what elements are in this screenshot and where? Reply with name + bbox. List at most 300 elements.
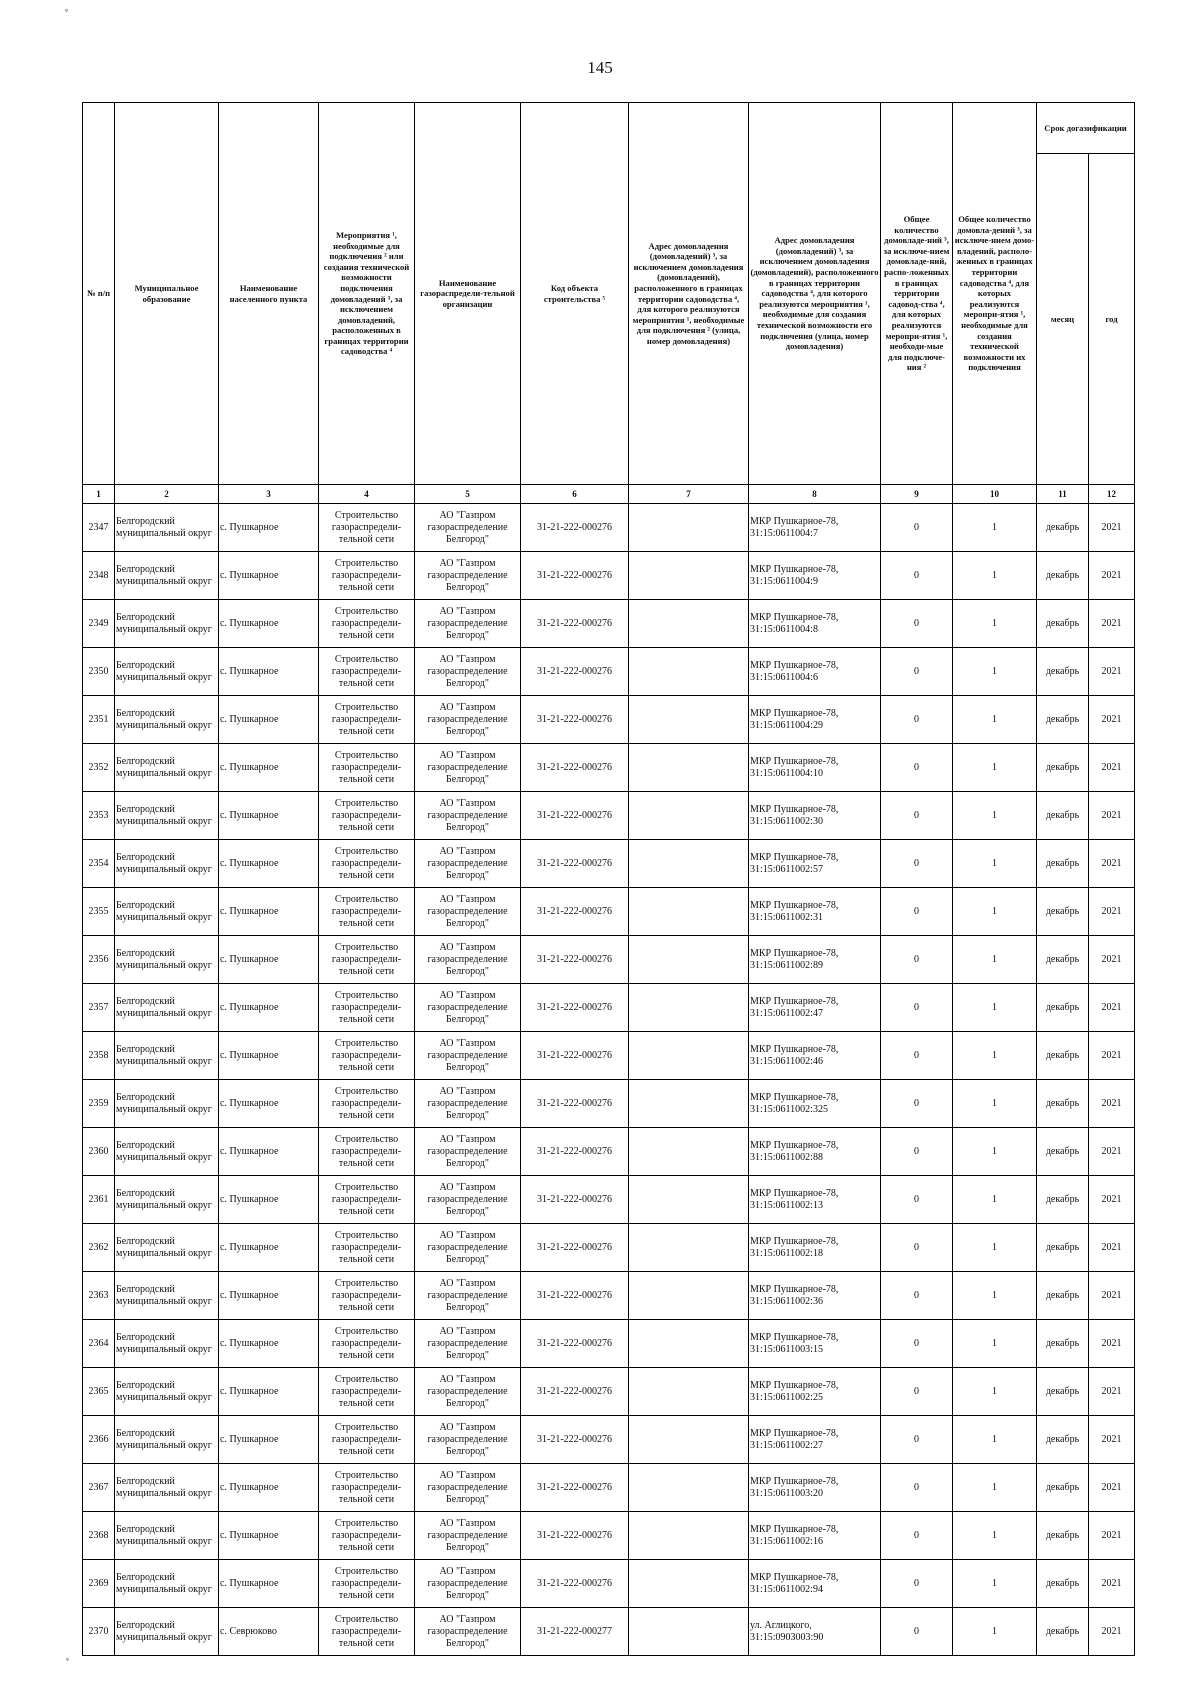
year-cell: 2021	[1089, 1224, 1135, 1272]
count-connect-cell: 0	[881, 1512, 953, 1560]
table-row	[83, 936, 1135, 984]
object-code-cell: 31-21-222-000276	[521, 1032, 629, 1080]
count-connect-cell: 0	[881, 600, 953, 648]
month-cell: декабрь	[1037, 1080, 1089, 1128]
count-tech-cell: 1	[953, 888, 1037, 936]
gas-org-cell: АО "Газпром газораспределение Белгород"	[415, 552, 521, 600]
table-row	[83, 1080, 1135, 1128]
month-cell: декабрь	[1037, 696, 1089, 744]
header-gas-org: Наименование газораспредели-тельной организации	[415, 103, 521, 485]
address-tech-cell: МКР Пушкарное-78, 31:15:0611002:30	[749, 792, 881, 840]
address-tech-cell: МКР Пушкарное-78, 31:15:0611004:8	[749, 600, 881, 648]
settlement-cell: с. Пушкарное	[219, 504, 319, 552]
count-tech-cell: 1	[953, 1560, 1037, 1608]
year-cell: 2021	[1089, 648, 1135, 696]
settlement-cell: с. Пушкарное	[219, 888, 319, 936]
header-settlement: Наименование населенного пункта	[219, 103, 319, 485]
month-cell: декабрь	[1037, 1224, 1089, 1272]
settlement-cell: с. Пушкарное	[219, 600, 319, 648]
year-cell: 2021	[1089, 600, 1135, 648]
count-tech-cell: 1	[953, 696, 1037, 744]
month-cell: декабрь	[1037, 744, 1089, 792]
municipality-cell: Белгородский муниципальный округ	[115, 1608, 219, 1656]
measure-cell: Строительство газораспредели-тельной сети	[319, 888, 415, 936]
municipality-cell: Белгородский муниципальный округ	[115, 1512, 219, 1560]
table-row	[83, 840, 1135, 888]
column-number: 2	[115, 485, 219, 504]
month-cell: декабрь	[1037, 1320, 1089, 1368]
count-tech-cell: 1	[953, 1464, 1037, 1512]
table-row	[83, 1272, 1135, 1320]
municipality-cell: Белгородский муниципальный округ	[115, 648, 219, 696]
count-connect-cell: 0	[881, 840, 953, 888]
address-connect-cell	[629, 504, 749, 552]
count-tech-cell: 1	[953, 552, 1037, 600]
table-row	[83, 1128, 1135, 1176]
measure-cell: Строительство газораспредели-тельной сети	[319, 1512, 415, 1560]
scan-mark: ᵠ	[66, 1655, 70, 1665]
object-code-cell: 31-21-222-000276	[521, 1464, 629, 1512]
month-cell: декабрь	[1037, 1560, 1089, 1608]
month-cell: декабрь	[1037, 1416, 1089, 1464]
address-connect-cell	[629, 1032, 749, 1080]
year-cell: 2021	[1089, 1176, 1135, 1224]
header-year: год	[1089, 154, 1135, 485]
measure-cell: Строительство газораспредели-тельной сети	[319, 1176, 415, 1224]
table-row	[83, 600, 1135, 648]
measure-cell: Строительство газораспредели-тельной сети	[319, 1368, 415, 1416]
table-row	[83, 1176, 1135, 1224]
settlement-cell: с. Пушкарное	[219, 1080, 319, 1128]
municipality-cell: Белгородский муниципальный округ	[115, 1368, 219, 1416]
year-cell: 2021	[1089, 792, 1135, 840]
row-number: 2369	[83, 1560, 115, 1608]
object-code-cell: 31-21-222-000276	[521, 696, 629, 744]
settlement-cell: с. Пушкарное	[219, 1464, 319, 1512]
count-tech-cell: 1	[953, 600, 1037, 648]
count-connect-cell: 0	[881, 1320, 953, 1368]
settlement-cell: с. Пушкарное	[219, 984, 319, 1032]
gas-org-cell: АО "Газпром газораспределение Белгород"	[415, 1224, 521, 1272]
settlement-cell: с. Пушкарное	[219, 1128, 319, 1176]
count-connect-cell: 0	[881, 888, 953, 936]
header-deadline: Срок догазификации	[1037, 103, 1135, 154]
gas-org-cell: АО "Газпром газораспределение Белгород"	[415, 1320, 521, 1368]
address-tech-cell: МКР Пушкарное-78, 31:15:0611002:89	[749, 936, 881, 984]
count-connect-cell: 0	[881, 1608, 953, 1656]
gas-org-cell: АО "Газпром газораспределение Белгород"	[415, 1176, 521, 1224]
gas-org-cell: АО "Газпром газораспределение Белгород"	[415, 1416, 521, 1464]
count-tech-cell: 1	[953, 840, 1037, 888]
count-tech-cell: 1	[953, 1512, 1037, 1560]
address-tech-cell: МКР Пушкарное-78, 31:15:0611002:16	[749, 1512, 881, 1560]
settlement-cell: с. Севрюково	[219, 1608, 319, 1656]
municipality-cell: Белгородский муниципальный округ	[115, 744, 219, 792]
object-code-cell: 31-21-222-000276	[521, 1368, 629, 1416]
row-number: 2370	[83, 1608, 115, 1656]
measure-cell: Строительство газораспредели-тельной сети	[319, 696, 415, 744]
column-number: 1	[83, 485, 115, 504]
object-code-cell: 31-21-222-000276	[521, 600, 629, 648]
settlement-cell: с. Пушкарное	[219, 552, 319, 600]
count-connect-cell: 0	[881, 1416, 953, 1464]
settlement-cell: с. Пушкарное	[219, 1416, 319, 1464]
measure-cell: Строительство газораспредели-тельной сети	[319, 1320, 415, 1368]
settlement-cell: с. Пушкарное	[219, 1320, 319, 1368]
month-cell: декабрь	[1037, 1032, 1089, 1080]
address-tech-cell: МКР Пушкарное-78, 31:15:0611004:9	[749, 552, 881, 600]
address-connect-cell	[629, 1320, 749, 1368]
month-cell: декабрь	[1037, 1368, 1089, 1416]
address-tech-cell: МКР Пушкарное-78, 31:15:0611002:27	[749, 1416, 881, 1464]
municipality-cell: Белгородский муниципальный округ	[115, 504, 219, 552]
count-connect-cell: 0	[881, 504, 953, 552]
address-connect-cell	[629, 1224, 749, 1272]
measure-cell: Строительство газораспредели-тельной сети	[319, 1560, 415, 1608]
year-cell: 2021	[1089, 1560, 1135, 1608]
row-number: 2352	[83, 744, 115, 792]
municipality-cell: Белгородский муниципальный округ	[115, 1176, 219, 1224]
table-row	[83, 552, 1135, 600]
month-cell: декабрь	[1037, 1128, 1089, 1176]
count-tech-cell: 1	[953, 648, 1037, 696]
municipality-cell: Белгородский муниципальный округ	[115, 552, 219, 600]
address-connect-cell	[629, 1464, 749, 1512]
count-tech-cell: 1	[953, 1080, 1037, 1128]
object-code-cell: 31-21-222-000276	[521, 1176, 629, 1224]
count-connect-cell: 0	[881, 1464, 953, 1512]
count-tech-cell: 1	[953, 936, 1037, 984]
settlement-cell: с. Пушкарное	[219, 1560, 319, 1608]
table-row	[83, 504, 1135, 552]
object-code-cell: 31-21-222-000276	[521, 1128, 629, 1176]
object-code-cell: 31-21-222-000276	[521, 1416, 629, 1464]
count-connect-cell: 0	[881, 1176, 953, 1224]
column-number: 6	[521, 485, 629, 504]
settlement-cell: с. Пушкарное	[219, 1224, 319, 1272]
column-number: 4	[319, 485, 415, 504]
measure-cell: Строительство газораспредели-тельной сети	[319, 1464, 415, 1512]
address-tech-cell: МКР Пушкарное-78, 31:15:0611004:10	[749, 744, 881, 792]
count-tech-cell: 1	[953, 1272, 1037, 1320]
table-row	[83, 1032, 1135, 1080]
row-number: 2357	[83, 984, 115, 1032]
municipality-cell: Белгородский муниципальный округ	[115, 1128, 219, 1176]
municipality-cell: Белгородский муниципальный округ	[115, 888, 219, 936]
gas-org-cell: АО "Газпром газораспределение Белгород"	[415, 1560, 521, 1608]
object-code-cell: 31-21-222-000276	[521, 792, 629, 840]
municipality-cell: Белгородский муниципальный округ	[115, 1080, 219, 1128]
count-connect-cell: 0	[881, 1080, 953, 1128]
table-row	[83, 1368, 1135, 1416]
header-measures: Мероприятия ¹, необходимые для подключения ² или создания технической возможности подключения домовладений ³, за исключением домовладений, расположенных в границах территории садоводства ⁴	[319, 103, 415, 485]
column-number: 8	[749, 485, 881, 504]
count-tech-cell: 1	[953, 1416, 1037, 1464]
object-code-cell: 31-21-222-000276	[521, 1560, 629, 1608]
address-tech-cell: МКР Пушкарное-78, 31:15:0611002:88	[749, 1128, 881, 1176]
row-number: 2368	[83, 1512, 115, 1560]
header-address-connect: Адрес домовладения (домовладений) ³, за исключением домовладения (домовладений), расположенного в границах территории садоводства ⁴, для которого реализуются мероприятия ¹, необходимые для подключения ² (улица, номер домовладения)	[629, 103, 749, 485]
count-tech-cell: 1	[953, 1176, 1037, 1224]
address-connect-cell	[629, 888, 749, 936]
object-code-cell: 31-21-222-000276	[521, 648, 629, 696]
row-number: 2355	[83, 888, 115, 936]
object-code-cell: 31-21-222-000277	[521, 1608, 629, 1656]
address-connect-cell	[629, 1272, 749, 1320]
municipality-cell: Белгородский муниципальный округ	[115, 936, 219, 984]
gas-org-cell: АО "Газпром газораспределение Белгород"	[415, 600, 521, 648]
gas-org-cell: АО "Газпром газораспределение Белгород"	[415, 936, 521, 984]
month-cell: декабрь	[1037, 1512, 1089, 1560]
month-cell: декабрь	[1037, 936, 1089, 984]
gas-org-cell: АО "Газпром газораспределение Белгород"	[415, 840, 521, 888]
month-cell: декабрь	[1037, 1464, 1089, 1512]
gas-org-cell: АО "Газпром газораспределение Белгород"	[415, 696, 521, 744]
column-number: 10	[953, 485, 1037, 504]
gas-org-cell: АО "Газпром газораспределение Белгород"	[415, 792, 521, 840]
gas-org-cell: АО "Газпром газораспределение Белгород"	[415, 1272, 521, 1320]
settlement-cell: с. Пушкарное	[219, 1272, 319, 1320]
year-cell: 2021	[1089, 936, 1135, 984]
year-cell: 2021	[1089, 1368, 1135, 1416]
month-cell: декабрь	[1037, 888, 1089, 936]
gas-org-cell: АО "Газпром газораспределение Белгород"	[415, 1032, 521, 1080]
count-tech-cell: 1	[953, 1032, 1037, 1080]
count-tech-cell: 1	[953, 1608, 1037, 1656]
gas-org-cell: АО "Газпром газораспределение Белгород"	[415, 1608, 521, 1656]
year-cell: 2021	[1089, 552, 1135, 600]
settlement-cell: с. Пушкарное	[219, 1368, 319, 1416]
row-number: 2361	[83, 1176, 115, 1224]
address-tech-cell: МКР Пушкарное-78, 31:15:0611002:57	[749, 840, 881, 888]
gas-org-cell: АО "Газпром газораспределение Белгород"	[415, 504, 521, 552]
year-cell: 2021	[1089, 840, 1135, 888]
row-number: 2351	[83, 696, 115, 744]
gas-org-cell: АО "Газпром газораспределение Белгород"	[415, 1368, 521, 1416]
month-cell: декабрь	[1037, 504, 1089, 552]
count-connect-cell: 0	[881, 1560, 953, 1608]
month-cell: декабрь	[1037, 840, 1089, 888]
year-cell: 2021	[1089, 1032, 1135, 1080]
gas-org-cell: АО "Газпром газораспределение Белгород"	[415, 984, 521, 1032]
year-cell: 2021	[1089, 504, 1135, 552]
count-connect-cell: 0	[881, 1224, 953, 1272]
measure-cell: Строительство газораспредели-тельной сети	[319, 504, 415, 552]
address-connect-cell	[629, 1368, 749, 1416]
count-connect-cell: 0	[881, 1032, 953, 1080]
count-connect-cell: 0	[881, 1128, 953, 1176]
header-month: месяц	[1037, 154, 1089, 485]
address-tech-cell: МКР Пушкарное-78, 31:15:0611004:29	[749, 696, 881, 744]
month-cell: декабрь	[1037, 1272, 1089, 1320]
object-code-cell: 31-21-222-000276	[521, 984, 629, 1032]
table-row	[83, 1416, 1135, 1464]
address-connect-cell	[629, 648, 749, 696]
table-row	[83, 888, 1135, 936]
header-address-tech: Адрес домовладения (домовладений) ³, за исключением домовладения (домовладений), расположенного в границах территории садоводства ⁴, для которого реализуются мероприятия ¹, необходимые для создания технической возможности его подключения (улица, номер домовладения)	[749, 103, 881, 485]
scan-mark: ᵠ	[65, 6, 69, 16]
row-number: 2366	[83, 1416, 115, 1464]
row-number: 2362	[83, 1224, 115, 1272]
header-num: № п/п	[83, 103, 115, 485]
address-connect-cell	[629, 1176, 749, 1224]
municipality-cell: Белгородский муниципальный округ	[115, 792, 219, 840]
row-number: 2350	[83, 648, 115, 696]
column-number: 12	[1089, 485, 1135, 504]
address-tech-cell: МКР Пушкарное-78, 31:15:0611002:94	[749, 1560, 881, 1608]
address-tech-cell: МКР Пушкарное-78, 31:15:0611002:46	[749, 1032, 881, 1080]
count-tech-cell: 1	[953, 504, 1037, 552]
gas-org-cell: АО "Газпром газораспределение Белгород"	[415, 1128, 521, 1176]
measure-cell: Строительство газораспредели-тельной сети	[319, 840, 415, 888]
measure-cell: Строительство газораспредели-тельной сети	[319, 1608, 415, 1656]
row-number: 2363	[83, 1272, 115, 1320]
row-number: 2356	[83, 936, 115, 984]
municipality-cell: Белгородский муниципальный округ	[115, 1272, 219, 1320]
municipality-cell: Белгородский муниципальный округ	[115, 1224, 219, 1272]
table-header	[83, 103, 1135, 504]
table-body	[83, 504, 1135, 1656]
table-row	[83, 1560, 1135, 1608]
municipality-cell: Белгородский муниципальный округ	[115, 984, 219, 1032]
municipality-cell: Белгородский муниципальный округ	[115, 840, 219, 888]
month-cell: декабрь	[1037, 1176, 1089, 1224]
address-connect-cell	[629, 792, 749, 840]
month-cell: декабрь	[1037, 984, 1089, 1032]
row-number: 2354	[83, 840, 115, 888]
gas-org-cell: АО "Газпром газораспределение Белгород"	[415, 888, 521, 936]
municipality-cell: Белгородский муниципальный округ	[115, 1032, 219, 1080]
address-tech-cell: МКР Пушкарное-78, 31:15:0611003:20	[749, 1464, 881, 1512]
settlement-cell: с. Пушкарное	[219, 744, 319, 792]
count-connect-cell: 0	[881, 936, 953, 984]
year-cell: 2021	[1089, 1080, 1135, 1128]
count-tech-cell: 1	[953, 984, 1037, 1032]
count-tech-cell: 1	[953, 1368, 1037, 1416]
object-code-cell: 31-21-222-000276	[521, 1512, 629, 1560]
municipality-cell: Белгородский муниципальный округ	[115, 1464, 219, 1512]
measure-cell: Строительство газораспредели-тельной сети	[319, 1128, 415, 1176]
row-number: 2360	[83, 1128, 115, 1176]
month-cell: декабрь	[1037, 792, 1089, 840]
year-cell: 2021	[1089, 888, 1135, 936]
address-connect-cell	[629, 600, 749, 648]
address-connect-cell	[629, 1080, 749, 1128]
row-number: 2364	[83, 1320, 115, 1368]
year-cell: 2021	[1089, 696, 1135, 744]
municipality-cell: Белгородский муниципальный округ	[115, 600, 219, 648]
month-cell: декабрь	[1037, 600, 1089, 648]
year-cell: 2021	[1089, 984, 1135, 1032]
object-code-cell: 31-21-222-000276	[521, 840, 629, 888]
address-tech-cell: МКР Пушкарное-78, 31:15:0611004:7	[749, 504, 881, 552]
row-number: 2348	[83, 552, 115, 600]
column-number: 11	[1037, 485, 1089, 504]
settlement-cell: с. Пушкарное	[219, 1032, 319, 1080]
gas-org-cell: АО "Газпром газораспределение Белгород"	[415, 648, 521, 696]
address-tech-cell: МКР Пушкарное-78, 31:15:0611002:36	[749, 1272, 881, 1320]
settlement-cell: с. Пушкарное	[219, 696, 319, 744]
object-code-cell: 31-21-222-000276	[521, 1080, 629, 1128]
address-connect-cell	[629, 1512, 749, 1560]
gas-org-cell: АО "Газпром газораспределение Белгород"	[415, 1464, 521, 1512]
address-tech-cell: МКР Пушкарное-78, 31:15:0611003:15	[749, 1320, 881, 1368]
row-number: 2347	[83, 504, 115, 552]
measure-cell: Строительство газораспредели-тельной сети	[319, 1224, 415, 1272]
settlement-cell: с. Пушкарное	[219, 648, 319, 696]
address-tech-cell: МКР Пушкарное-78, 31:15:0611002:25	[749, 1368, 881, 1416]
gas-org-cell: АО "Газпром газораспределение Белгород"	[415, 744, 521, 792]
table-row	[83, 984, 1135, 1032]
header-municipality: Муниципальное образование	[115, 103, 219, 485]
table-row	[83, 792, 1135, 840]
header-object-code: Код объекта строительства ⁵	[521, 103, 629, 485]
measure-cell: Строительство газораспредели-тельной сети	[319, 600, 415, 648]
count-connect-cell: 0	[881, 984, 953, 1032]
object-code-cell: 31-21-222-000276	[521, 1320, 629, 1368]
count-tech-cell: 1	[953, 1320, 1037, 1368]
address-connect-cell	[629, 744, 749, 792]
month-cell: декабрь	[1037, 648, 1089, 696]
count-connect-cell: 0	[881, 696, 953, 744]
address-connect-cell	[629, 984, 749, 1032]
address-connect-cell	[629, 1416, 749, 1464]
settlement-cell: с. Пушкарное	[219, 792, 319, 840]
measure-cell: Строительство газораспредели-тельной сети	[319, 792, 415, 840]
measure-cell: Строительство газораспредели-тельной сети	[319, 1080, 415, 1128]
address-connect-cell	[629, 1128, 749, 1176]
settlement-cell: с. Пушкарное	[219, 840, 319, 888]
gas-org-cell: АО "Газпром газораспределение Белгород"	[415, 1512, 521, 1560]
column-number: 5	[415, 485, 521, 504]
row-number: 2349	[83, 600, 115, 648]
count-tech-cell: 1	[953, 744, 1037, 792]
year-cell: 2021	[1089, 1608, 1135, 1656]
address-connect-cell	[629, 696, 749, 744]
object-code-cell: 31-21-222-000276	[521, 504, 629, 552]
address-connect-cell	[629, 1560, 749, 1608]
gas-org-cell: АО "Газпром газораспределение Белгород"	[415, 1080, 521, 1128]
address-connect-cell	[629, 552, 749, 600]
settlement-cell: с. Пушкарное	[219, 1176, 319, 1224]
row-number: 2367	[83, 1464, 115, 1512]
measure-cell: Строительство газораспредели-тельной сети	[319, 1032, 415, 1080]
address-tech-cell: МКР Пушкарное-78, 31:15:0611002:31	[749, 888, 881, 936]
object-code-cell: 31-21-222-000276	[521, 552, 629, 600]
address-tech-cell: МКР Пушкарное-78, 31:15:0611002:18	[749, 1224, 881, 1272]
object-code-cell: 31-21-222-000276	[521, 1272, 629, 1320]
column-number-row	[83, 485, 1135, 504]
month-cell: декабрь	[1037, 552, 1089, 600]
address-connect-cell	[629, 1608, 749, 1656]
count-connect-cell: 0	[881, 648, 953, 696]
object-code-cell: 31-21-222-000276	[521, 1224, 629, 1272]
column-number: 3	[219, 485, 319, 504]
count-tech-cell: 1	[953, 792, 1037, 840]
row-number: 2353	[83, 792, 115, 840]
table-row	[83, 1464, 1135, 1512]
measure-cell: Строительство газораспредели-тельной сети	[319, 552, 415, 600]
year-cell: 2021	[1089, 1320, 1135, 1368]
municipality-cell: Белгородский муниципальный округ	[115, 1560, 219, 1608]
measure-cell: Строительство газораспредели-тельной сети	[319, 984, 415, 1032]
page-number: 145	[587, 58, 613, 77]
header-total-connect: Общее количество домовладе-ний ³, за исключе-нием домовладе-ний, распо-ложенных в границах территории садовод-ства ⁴, для которых реализуются меропри-ятия ¹, необходи-мые для подключе-ния ²	[881, 103, 953, 485]
row-number: 2358	[83, 1032, 115, 1080]
measure-cell: Строительство газораспредели-тельной сети	[319, 648, 415, 696]
address-tech-cell: МКР Пушкарное-78, 31:15:0611004:6	[749, 648, 881, 696]
table-row	[83, 1512, 1135, 1560]
